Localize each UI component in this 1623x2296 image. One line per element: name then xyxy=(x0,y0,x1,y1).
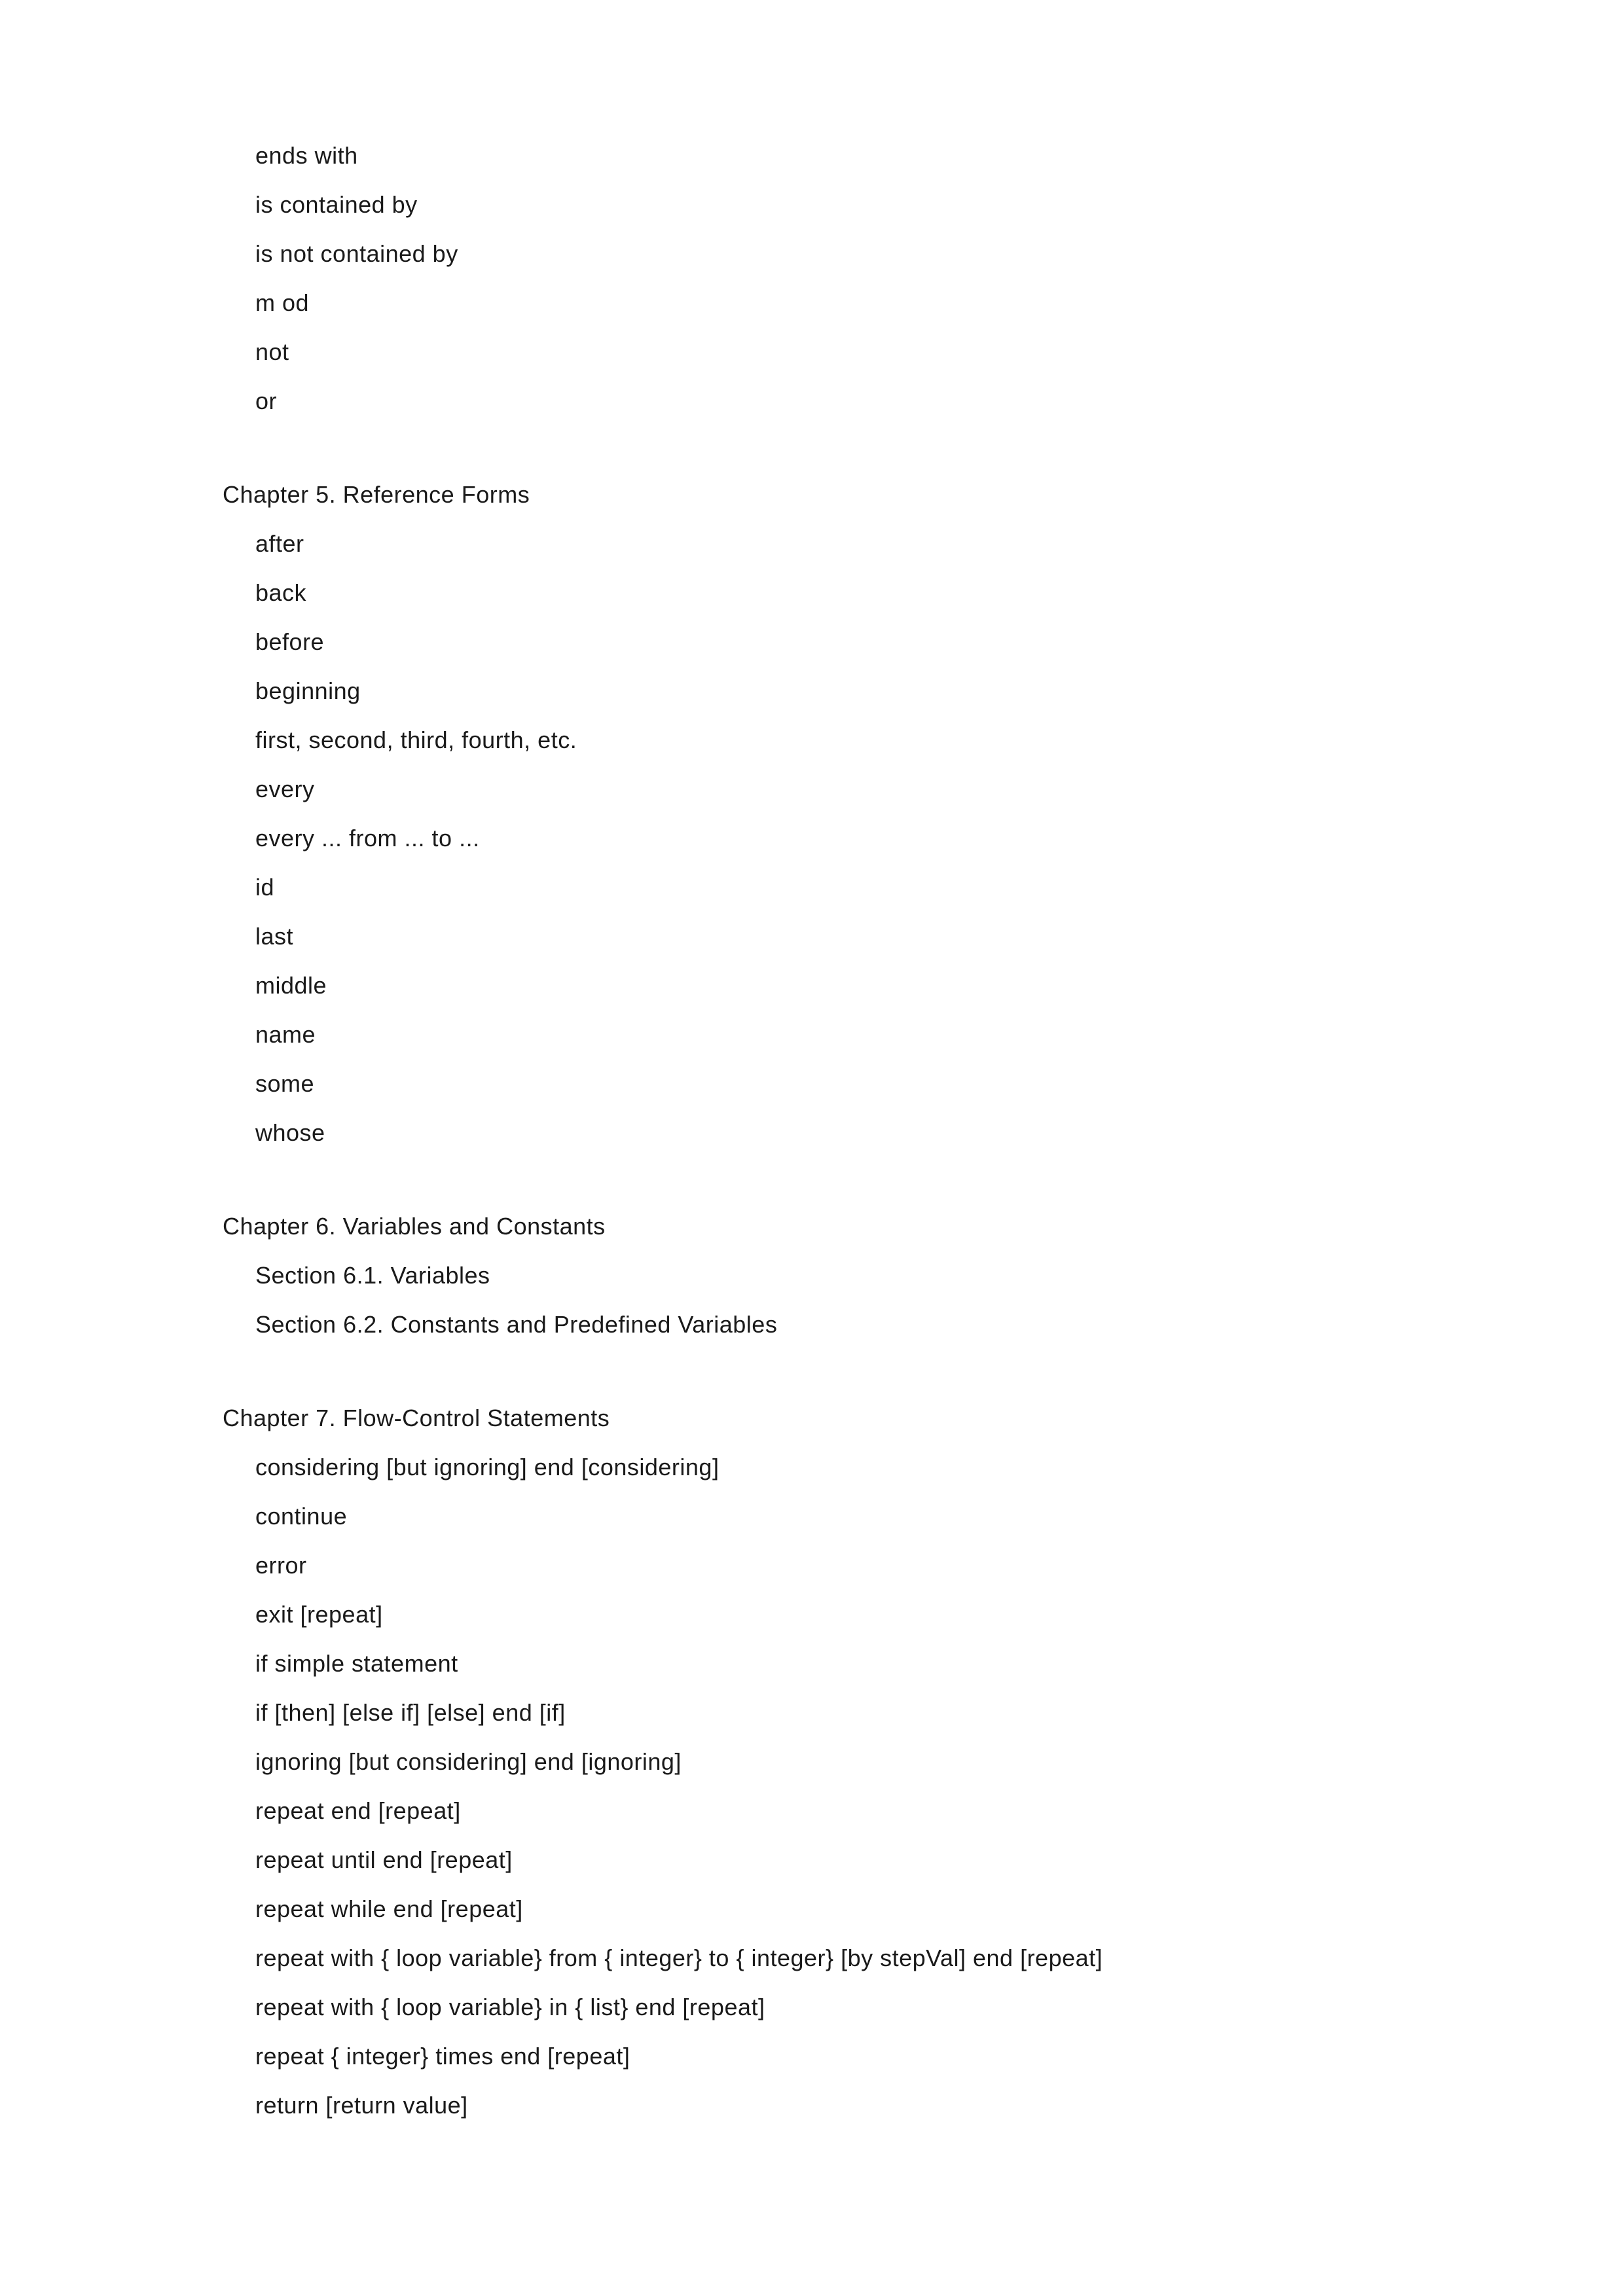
chapter-heading[interactable]: Chapter 7. Flow-Control Statements xyxy=(223,1405,610,1431)
toc-group-chapter-5 xyxy=(223,470,1532,1157)
toc-item[interactable]: every xyxy=(255,776,315,802)
toc-item[interactable]: after xyxy=(255,530,304,557)
toc-item[interactable]: name xyxy=(255,1021,316,1048)
toc-item[interactable]: middle xyxy=(255,972,327,999)
toc-item[interactable]: repeat end [repeat] xyxy=(255,1797,461,1824)
toc-item[interactable]: repeat { integer} times end [repeat] xyxy=(255,2043,630,2070)
toc-item[interactable]: id xyxy=(255,874,275,901)
toc-item[interactable]: continue xyxy=(255,1503,348,1530)
toc-item[interactable]: ends with xyxy=(255,142,358,169)
toc-item[interactable]: if [then] [else if] [else] end [if] xyxy=(255,1699,566,1726)
toc-item[interactable]: whose xyxy=(255,1119,325,1146)
toc-item[interactable]: or xyxy=(255,387,278,414)
toc-item[interactable]: repeat with { loop variable} from { integer} to { integer} [by stepVal] end [repeat] xyxy=(255,1945,1103,1971)
toc-page xyxy=(223,131,1532,2174)
chapter-heading[interactable]: Chapter 5. Reference Forms xyxy=(223,481,530,508)
toc-item[interactable]: error xyxy=(255,1552,307,1579)
toc-group-chapter-6 xyxy=(223,1202,1532,1349)
toc-item[interactable]: is not contained by xyxy=(255,240,458,267)
toc-item[interactable]: exit [repeat] xyxy=(255,1601,383,1628)
toc-item[interactable]: repeat while end [repeat] xyxy=(255,1895,523,1922)
toc-item[interactable]: ignoring [but considering] end [ignoring] xyxy=(255,1748,682,1775)
toc-item[interactable]: back xyxy=(255,579,307,606)
toc-item[interactable]: is contained by xyxy=(255,191,418,218)
toc-item[interactable]: some xyxy=(255,1070,315,1097)
toc-item[interactable]: not xyxy=(255,338,289,365)
toc-item[interactable]: repeat with { loop variable} in { list} end [repeat] xyxy=(255,1994,765,2020)
toc-item[interactable]: repeat until end [repeat] xyxy=(255,1846,513,1873)
toc-item[interactable]: before xyxy=(255,628,325,655)
toc-item[interactable]: every ... from ... to ... xyxy=(255,825,480,852)
toc-section-item[interactable]: Section 6.2. Constants and Predefined Variables xyxy=(255,1311,778,1338)
toc-section-item[interactable]: Section 6.1. Variables xyxy=(255,1262,490,1289)
chapter-heading[interactable]: Chapter 6. Variables and Constants xyxy=(223,1213,606,1240)
toc-item[interactable]: first, second, third, fourth, etc. xyxy=(255,726,577,753)
toc-item[interactable]: m od xyxy=(255,289,310,316)
toc-group-operators xyxy=(223,131,1532,425)
toc-item[interactable]: return [return value] xyxy=(255,2092,468,2119)
toc-item[interactable]: beginning xyxy=(255,677,361,704)
toc-item[interactable]: if simple statement xyxy=(255,1650,458,1677)
toc-item[interactable]: last xyxy=(255,923,294,950)
toc-item[interactable]: considering [but ignoring] end [considering] xyxy=(255,1454,720,1480)
toc-group-chapter-7 xyxy=(223,1393,1532,2130)
